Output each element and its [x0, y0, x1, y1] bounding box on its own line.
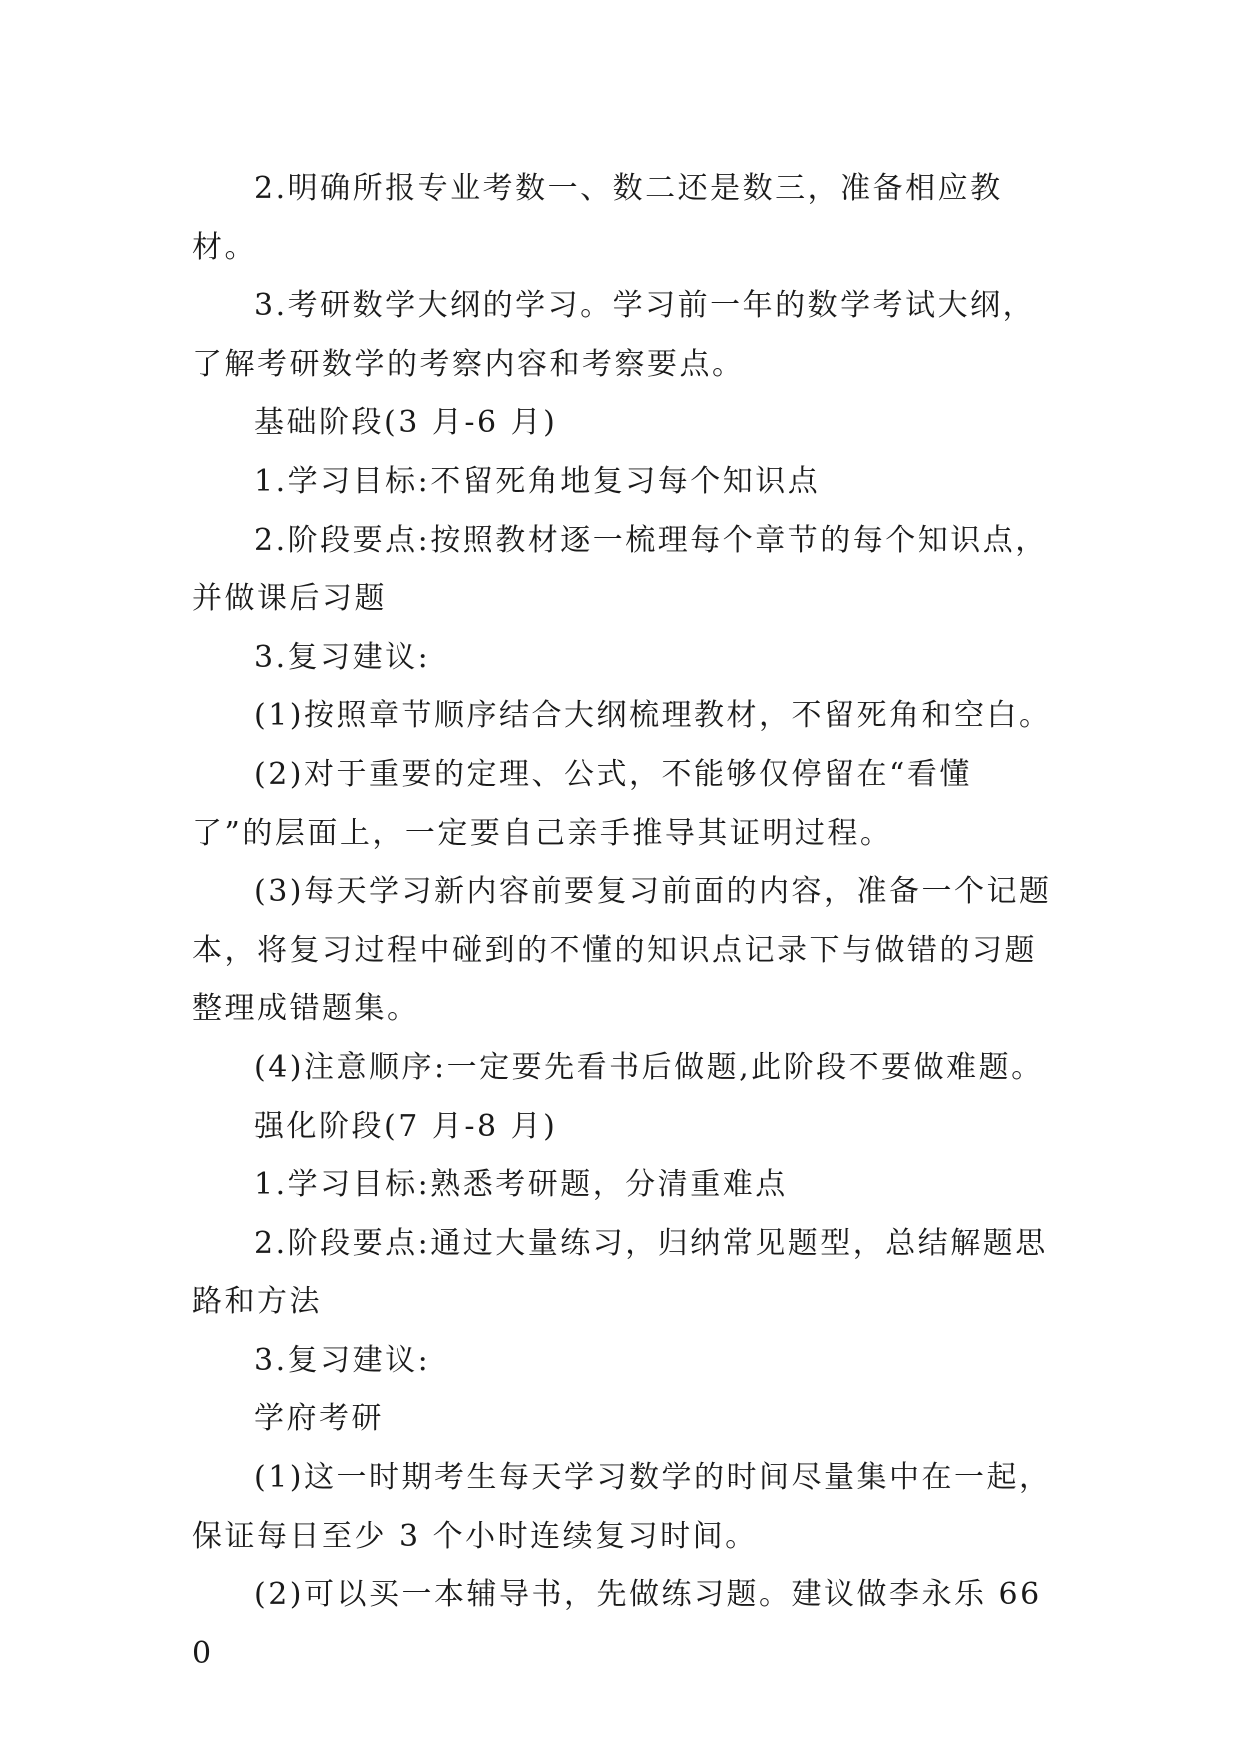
document-body [192, 160, 1052, 1683]
paragraph: 2.明确所报专业考数一、数二还是数三，准备相应教材。 [192, 171, 1003, 265]
list-item: (1)这一时期考生每天学习数学的时间尽量集中在一起，保证每日至少 3 个小时连续复习时间。 [192, 1460, 1052, 1554]
list-item: (2)对于重要的定理、公式，不能够仅停留在“看懂了”的层面上，一定要自己亲手推导其证明过程。 [192, 756, 972, 851]
paragraph: 3.复习建议: [254, 639, 431, 675]
list-item: (4)注意顺序:一定要先看书后做题,此阶段不要做难题。 [254, 1049, 1044, 1085]
list-item: (3)每天学习新内容前要复习前面的内容，准备一个记题本，将复习过程中碰到的不懂的知识点记录下与做错的习题整理成错题集。 [192, 874, 1052, 1027]
section-heading: 基础阶段(3 月-6 月) [254, 405, 558, 441]
watermark-text: 学府考研 [254, 1401, 384, 1437]
paragraph: 2.阶段要点:按照教材逐一梳理每个章节的每个知识点，并做课后习题 [192, 522, 1048, 617]
paragraph: 2.阶段要点:通过大量练习，归纳常见题型，总结解题思路和方法 [192, 1225, 1048, 1320]
section-heading: 强化阶段(7 月-8 月) [254, 1108, 558, 1144]
list-item: (2)可以买一本辅导书，先做练习题。建议做李永乐 660 [192, 1577, 1042, 1671]
list-item: (1)按照章节顺序结合大纲梳理教材，不留死角和空白。 [254, 698, 1052, 734]
paragraph: 3.复习建议: [254, 1342, 431, 1378]
paragraph: 3.考研数学大纲的学习。学习前一年的数学考试大纲，了解考研数学的考察内容和考察要点。 [192, 288, 1036, 382]
paragraph: 1.学习目标:不留死角地复习每个知识点 [254, 463, 821, 499]
paragraph: 1.学习目标:熟悉考研题，分清重难点 [254, 1167, 788, 1203]
